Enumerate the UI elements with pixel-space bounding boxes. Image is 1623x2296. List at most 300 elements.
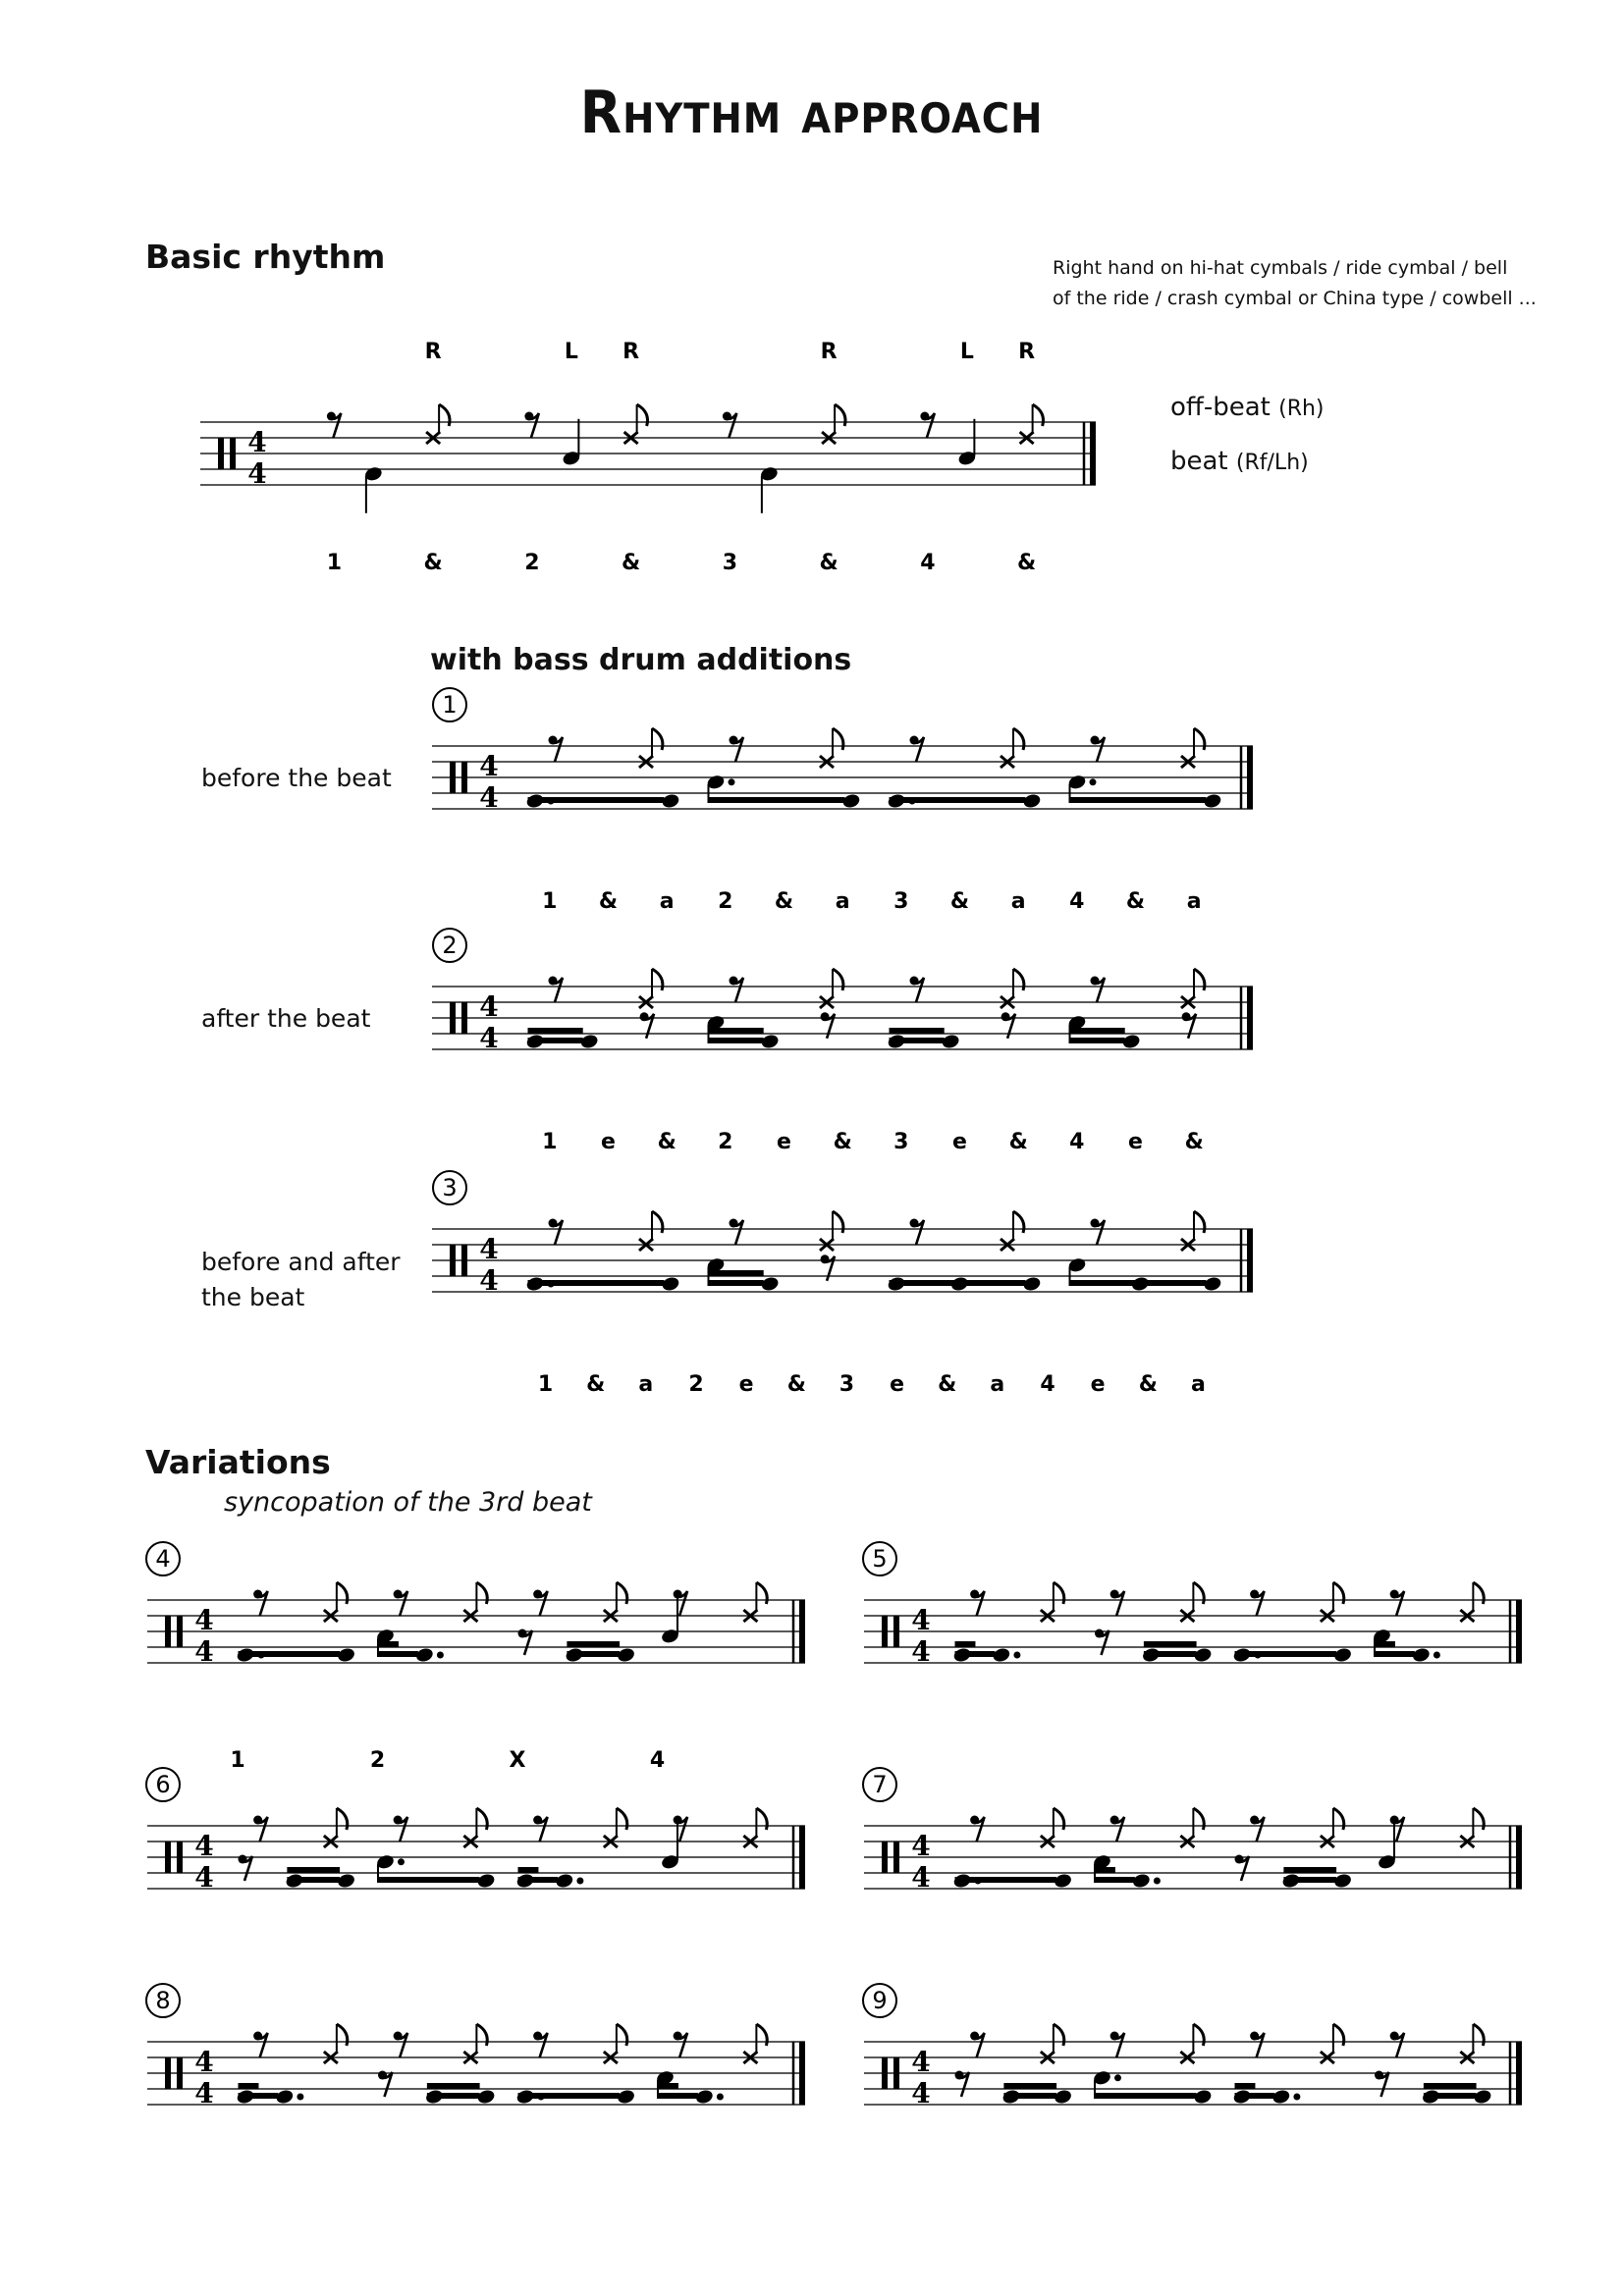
staff-example-3 <box>432 1229 1253 1297</box>
example-number-4 <box>146 1542 180 1575</box>
eighth-rest <box>549 1219 564 1246</box>
beam <box>239 2083 259 2089</box>
final-barline <box>1247 1229 1253 1292</box>
example-number-9 <box>863 1984 896 2017</box>
example-3-count: a <box>638 1372 654 1397</box>
dot <box>1090 778 1097 785</box>
beam <box>528 1028 583 1034</box>
beam <box>709 797 845 803</box>
basic-count: & <box>819 551 839 575</box>
bass-note <box>759 465 779 513</box>
final-barline <box>799 2042 805 2105</box>
eighth-rest <box>730 977 744 1003</box>
time-sig-top: 4 <box>194 2046 214 2078</box>
example-3-count: 1 <box>537 1372 554 1397</box>
eighth-rest <box>239 1855 253 1882</box>
eighth-rest <box>549 736 564 763</box>
eighth-rest <box>1235 1855 1250 1882</box>
eighth-rest <box>1110 1590 1125 1617</box>
time-sig-bottom: 4 <box>911 2077 931 2109</box>
eighth-rest <box>970 1590 985 1617</box>
section-basic-rhythm: Basic rhythm <box>145 238 386 276</box>
percussion-clef <box>461 762 467 793</box>
beam <box>518 1867 539 1873</box>
beam <box>658 2093 698 2099</box>
sticking-letter: L <box>959 340 974 364</box>
basic-count: 2 <box>524 551 540 575</box>
beam <box>427 2083 480 2089</box>
beam <box>955 1641 976 1647</box>
section-additions: with bass drum additions <box>430 643 852 677</box>
eighth-rest <box>1390 1816 1405 1842</box>
number-text: 3 <box>442 1174 458 1201</box>
percussion-clef <box>461 1245 467 1276</box>
beamed-group <box>1372 1628 1440 1664</box>
percussion-clef <box>882 2057 888 2089</box>
basic-count: 1 <box>326 551 343 575</box>
number-text: 4 <box>155 1545 171 1573</box>
sticking-letter: R <box>1018 340 1036 364</box>
beam <box>1095 2093 1197 2099</box>
percussion-clef <box>230 438 236 469</box>
beamed-group <box>887 1028 960 1050</box>
beamed-group <box>706 774 861 810</box>
eighth-rest <box>910 977 925 1003</box>
example-1-count: a <box>835 889 850 914</box>
eighth-rest <box>533 1590 548 1617</box>
beam <box>287 1877 340 1883</box>
beam <box>890 1038 945 1043</box>
variation-count: 1 <box>230 1748 245 1773</box>
snare-note <box>1377 1823 1396 1871</box>
example-3-count: e <box>738 1372 754 1397</box>
example-2-count: e <box>777 1130 791 1154</box>
eighth-rest <box>1250 1816 1265 1842</box>
example-1-count: 3 <box>893 889 909 914</box>
eighth-rest <box>723 412 737 439</box>
beam <box>528 797 665 803</box>
variation-count: X <box>509 1748 526 1773</box>
beam <box>1144 1641 1197 1647</box>
final-barline <box>799 1826 805 1889</box>
beam <box>518 1877 559 1883</box>
dot <box>1114 2074 1121 2081</box>
example-2-count: 1 <box>542 1130 558 1154</box>
example-1-count: 4 <box>1069 889 1085 914</box>
beam <box>1235 1651 1337 1657</box>
beam <box>1003 2083 1056 2089</box>
time-sig-top: 4 <box>479 990 499 1023</box>
time-sig-bottom: 4 <box>479 781 499 814</box>
number-text: 5 <box>872 1545 888 1573</box>
eighth-rest <box>674 1816 688 1842</box>
beamed-group <box>1092 2069 1213 2106</box>
eighth-rest <box>518 1629 533 1656</box>
time-sig-bottom: 4 <box>194 2077 214 2109</box>
beam <box>890 797 1026 803</box>
variation-count: 4 <box>649 1748 666 1773</box>
dot <box>1154 1878 1161 1885</box>
example-3-count: e <box>890 1372 905 1397</box>
final-barline <box>1516 2042 1522 2105</box>
beamed-group <box>1067 774 1222 810</box>
time-sig-bottom: 4 <box>247 457 267 490</box>
beam <box>378 1651 418 1657</box>
beam <box>1424 2083 1477 2089</box>
example-2-count: & <box>833 1130 852 1154</box>
eighth-rest <box>394 1590 408 1617</box>
time-sig-top: 4 <box>194 1604 214 1636</box>
eighth-rest <box>253 2032 268 2058</box>
dot <box>729 778 735 785</box>
beamed-group <box>525 1275 680 1292</box>
number-text: 2 <box>442 932 458 959</box>
beam <box>378 1641 399 1647</box>
beam <box>528 1280 665 1286</box>
dot <box>1293 2094 1300 2101</box>
eighth-rest <box>920 412 935 439</box>
beamed-group <box>952 1872 1073 1889</box>
beam <box>239 1651 341 1657</box>
number-text: 7 <box>872 1771 888 1798</box>
dot <box>1434 1652 1440 1659</box>
eighth-rest <box>549 977 564 1003</box>
basic-count: 4 <box>920 551 936 575</box>
example-number-5 <box>863 1542 896 1575</box>
eighth-rest <box>394 1816 408 1842</box>
eighth-rest <box>1110 1816 1125 1842</box>
example-2-label: after the beat <box>201 1004 371 1033</box>
beam <box>1375 1651 1415 1657</box>
eighth-rest <box>1091 736 1106 763</box>
time-sig-bottom: 4 <box>479 1022 499 1054</box>
beamed-group <box>375 1628 444 1664</box>
beamed-group <box>525 792 680 809</box>
time-sig-top: 4 <box>911 2046 931 2078</box>
time-sig-top: 4 <box>479 1233 499 1265</box>
beamed-group <box>375 1853 496 1890</box>
sticking-letter: R <box>820 340 838 364</box>
number-text: 1 <box>442 691 458 719</box>
beamed-group <box>236 2083 304 2106</box>
percussion-clef <box>177 2057 183 2089</box>
beamed-group <box>1067 1256 1222 1293</box>
example-1-count: a <box>659 889 675 914</box>
example-number-8 <box>146 1984 180 2017</box>
example-3-count: a <box>1190 1372 1206 1397</box>
example-number-6 <box>146 1768 180 1801</box>
flag <box>439 404 450 426</box>
snare-note <box>660 1597 679 1645</box>
percussion-clef <box>177 1616 183 1647</box>
example-1-count: 2 <box>718 889 733 914</box>
beam <box>518 2093 621 2099</box>
eighth-rest <box>533 1816 548 1842</box>
eighth-rest <box>955 2071 970 2098</box>
beamed-group <box>515 1867 584 1890</box>
final-barline <box>1247 746 1253 809</box>
beamed-group <box>655 2069 724 2106</box>
dot <box>398 1858 405 1865</box>
example-number-3 <box>433 1171 466 1204</box>
example-2-count: 2 <box>718 1130 733 1154</box>
beam <box>239 2093 279 2099</box>
eighth-rest <box>1390 1590 1405 1617</box>
example-1-count: & <box>774 889 794 914</box>
dot <box>1013 1652 1020 1659</box>
snare-note <box>957 419 977 467</box>
percussion-clef <box>893 1616 899 1647</box>
example-number-1 <box>433 688 466 721</box>
eighth-rest <box>327 412 342 439</box>
eighth-rest <box>1375 2071 1389 2098</box>
beamed-group <box>1281 1867 1353 1890</box>
beam <box>955 1877 1057 1883</box>
sticking-letter: L <box>564 340 578 364</box>
percussion-clef <box>882 1842 888 1873</box>
beamed-group <box>515 2088 636 2105</box>
time-sig-bottom: 4 <box>911 1635 931 1668</box>
eighth-rest <box>674 2032 688 2058</box>
example-number-7 <box>863 1768 896 1801</box>
eighth-rest <box>640 1012 655 1039</box>
percussion-clef <box>461 1002 467 1034</box>
example-2-count: e <box>952 1130 967 1154</box>
example-3-count: 4 <box>1040 1372 1055 1397</box>
percussion-clef <box>893 1842 899 1873</box>
beam <box>378 1877 480 1883</box>
final-barline <box>1090 422 1096 485</box>
time-sig-top: 4 <box>911 1830 931 1862</box>
percussion-clef <box>218 438 224 469</box>
beamed-group <box>952 1641 1021 1664</box>
final-barline <box>1516 1826 1522 1889</box>
time-sig-top: 4 <box>911 1604 931 1636</box>
example-2-count: & <box>1184 1130 1204 1154</box>
example-2-count: 4 <box>1069 1130 1085 1154</box>
eighth-rest <box>378 2071 393 2098</box>
final-barline <box>1247 987 1253 1049</box>
example-1-label: before the beat <box>201 764 392 792</box>
beamed-group <box>1232 2083 1301 2106</box>
beamed-group <box>1067 1014 1141 1050</box>
example-1-count: a <box>1186 889 1202 914</box>
example-1-count: 1 <box>542 889 558 914</box>
number-text: 6 <box>155 1771 171 1798</box>
beam <box>528 1038 583 1043</box>
eighth-rest <box>1250 2032 1265 2058</box>
beam <box>1070 1028 1125 1034</box>
example-1-count: & <box>1125 889 1146 914</box>
dot <box>576 1878 583 1885</box>
eighth-rest <box>821 1255 836 1281</box>
eighth-rest <box>910 1219 925 1246</box>
beam <box>1424 2093 1477 2099</box>
beamed-group <box>424 2083 496 2106</box>
beamed-group <box>887 792 1042 809</box>
sticking-letter: R <box>622 340 640 364</box>
time-sig-bottom: 4 <box>911 1861 931 1894</box>
eighth-rest <box>1095 1629 1109 1656</box>
beamed-group <box>565 1641 636 1664</box>
basic-count: & <box>423 551 443 575</box>
basic-count: & <box>622 551 641 575</box>
beam <box>658 2083 678 2089</box>
beam <box>709 1270 764 1276</box>
eighth-rest <box>524 412 539 439</box>
eighth-rest <box>730 1219 744 1246</box>
beam <box>955 1651 996 1657</box>
beam <box>1144 1651 1197 1657</box>
eighth-rest <box>970 2032 985 2058</box>
snare-note <box>660 1823 679 1871</box>
percussion-clef <box>177 1842 183 1873</box>
legend-beat-label: beat <box>1170 447 1228 476</box>
sticking-letter: R <box>424 340 442 364</box>
beam <box>1070 797 1207 803</box>
eighth-rest <box>674 1590 688 1617</box>
beam <box>890 1280 1026 1286</box>
basic-count: 3 <box>722 551 738 575</box>
flag <box>637 404 648 426</box>
basic-count: & <box>1017 551 1037 575</box>
eighth-rest <box>1182 1012 1197 1039</box>
example-3-count: 3 <box>839 1372 855 1397</box>
bass-note <box>363 465 383 513</box>
flag <box>835 404 845 426</box>
legend-offbeat-hand: (Rh) <box>1278 397 1325 421</box>
snare-note <box>562 419 581 467</box>
example-1-count: a <box>1010 889 1026 914</box>
percussion-clef <box>450 1245 456 1276</box>
final-barline <box>1516 1600 1522 1663</box>
example-3-label-line2: the beat <box>201 1283 305 1311</box>
percussion-clef <box>165 1842 171 1873</box>
eighth-rest <box>253 1816 268 1842</box>
basic-note-line2: of the ride / crash cymbal or China type / cowbell ... <box>1053 288 1537 309</box>
legend-beat-hand: (Rf/Lh) <box>1235 451 1309 475</box>
beamed-group <box>706 1256 780 1293</box>
time-sig-bottom: 4 <box>194 1861 214 1894</box>
eighth-rest <box>821 1012 836 1039</box>
example-2-count: & <box>1008 1130 1028 1154</box>
number-text: 9 <box>872 1987 888 2014</box>
page-title: Rhythm approach <box>579 79 1044 147</box>
basic-note-line1: Right hand on hi-hat cymbals / ride cymbal / bell <box>1053 257 1508 279</box>
example-3-count: 2 <box>688 1372 704 1397</box>
eighth-rest <box>1390 2032 1405 2058</box>
example-3-count: e <box>1090 1372 1106 1397</box>
beam <box>1283 1867 1336 1873</box>
beam <box>567 1651 620 1657</box>
example-3-count: & <box>1138 1372 1158 1397</box>
beam <box>287 1867 340 1873</box>
beamed-group <box>1421 2083 1492 2106</box>
example-number-2 <box>433 929 466 962</box>
beam <box>1375 1641 1395 1647</box>
beam <box>1283 1877 1336 1883</box>
percussion-clef <box>165 2057 171 2089</box>
beam <box>1070 1280 1207 1286</box>
variation-note: syncopation of the 3rd beat <box>224 1487 592 1518</box>
eighth-rest <box>1250 1590 1265 1617</box>
final-barline <box>799 1600 805 1663</box>
beam <box>890 1028 945 1034</box>
time-sig-top: 4 <box>479 750 499 782</box>
beam <box>709 1028 764 1034</box>
legend-offbeat-label: off-beat <box>1170 393 1271 422</box>
beamed-group <box>285 1867 356 1890</box>
example-2-count: e <box>1128 1130 1143 1154</box>
percussion-clef <box>893 2057 899 2089</box>
beam <box>1095 1877 1135 1883</box>
example-2-count: e <box>601 1130 616 1154</box>
beamed-group <box>1232 1646 1353 1663</box>
flag <box>1033 404 1044 426</box>
percussion-clef <box>450 1002 456 1034</box>
beamed-group <box>1092 1853 1161 1890</box>
percussion-clef <box>450 762 456 793</box>
beamed-group <box>236 1646 356 1663</box>
beam <box>1095 1867 1115 1873</box>
example-3-label-line1: before and after <box>201 1248 401 1276</box>
time-sig-bottom: 4 <box>479 1264 499 1297</box>
beam <box>709 1038 764 1043</box>
example-3-count: & <box>786 1372 806 1397</box>
dot <box>717 2094 724 2101</box>
eighth-rest <box>970 1816 985 1842</box>
beamed-group <box>706 1014 780 1050</box>
beam <box>427 2093 480 2099</box>
staff-example-1 <box>432 746 1253 814</box>
beamed-group <box>525 1028 599 1050</box>
beamed-group <box>1001 2083 1073 2106</box>
example-3-count: a <box>990 1372 1005 1397</box>
example-2-count: 3 <box>893 1130 909 1154</box>
variation-count: 2 <box>369 1748 386 1773</box>
eighth-rest <box>1001 1012 1016 1039</box>
time-sig-bottom: 4 <box>194 1635 214 1668</box>
eighth-rest <box>1091 977 1106 1003</box>
beam <box>1235 2083 1256 2089</box>
beamed-group <box>1141 1641 1213 1664</box>
eighth-rest <box>1091 1219 1106 1246</box>
beam <box>1235 2093 1275 2099</box>
example-1-count: & <box>598 889 619 914</box>
example-2-count: & <box>657 1130 676 1154</box>
eighth-rest <box>533 2032 548 2058</box>
dot <box>437 1652 444 1659</box>
beam <box>1070 1038 1125 1043</box>
eighth-rest <box>910 736 925 763</box>
example-1-count: & <box>949 889 970 914</box>
number-text: 8 <box>155 1987 171 2014</box>
percussion-clef <box>882 1616 888 1647</box>
beam <box>709 1280 764 1286</box>
time-sig-top: 4 <box>247 426 267 458</box>
percussion-clef <box>165 1616 171 1647</box>
section-variations: Variations <box>145 1443 331 1481</box>
beam <box>1003 2093 1056 2099</box>
example-3-count: & <box>938 1372 957 1397</box>
time-sig-top: 4 <box>194 1830 214 1862</box>
beamed-group <box>887 1275 1042 1292</box>
example-3-count: & <box>586 1372 606 1397</box>
eighth-rest <box>1110 2032 1125 2058</box>
beam <box>567 1641 620 1647</box>
eighth-rest <box>394 2032 408 2058</box>
dot <box>297 2094 303 2101</box>
